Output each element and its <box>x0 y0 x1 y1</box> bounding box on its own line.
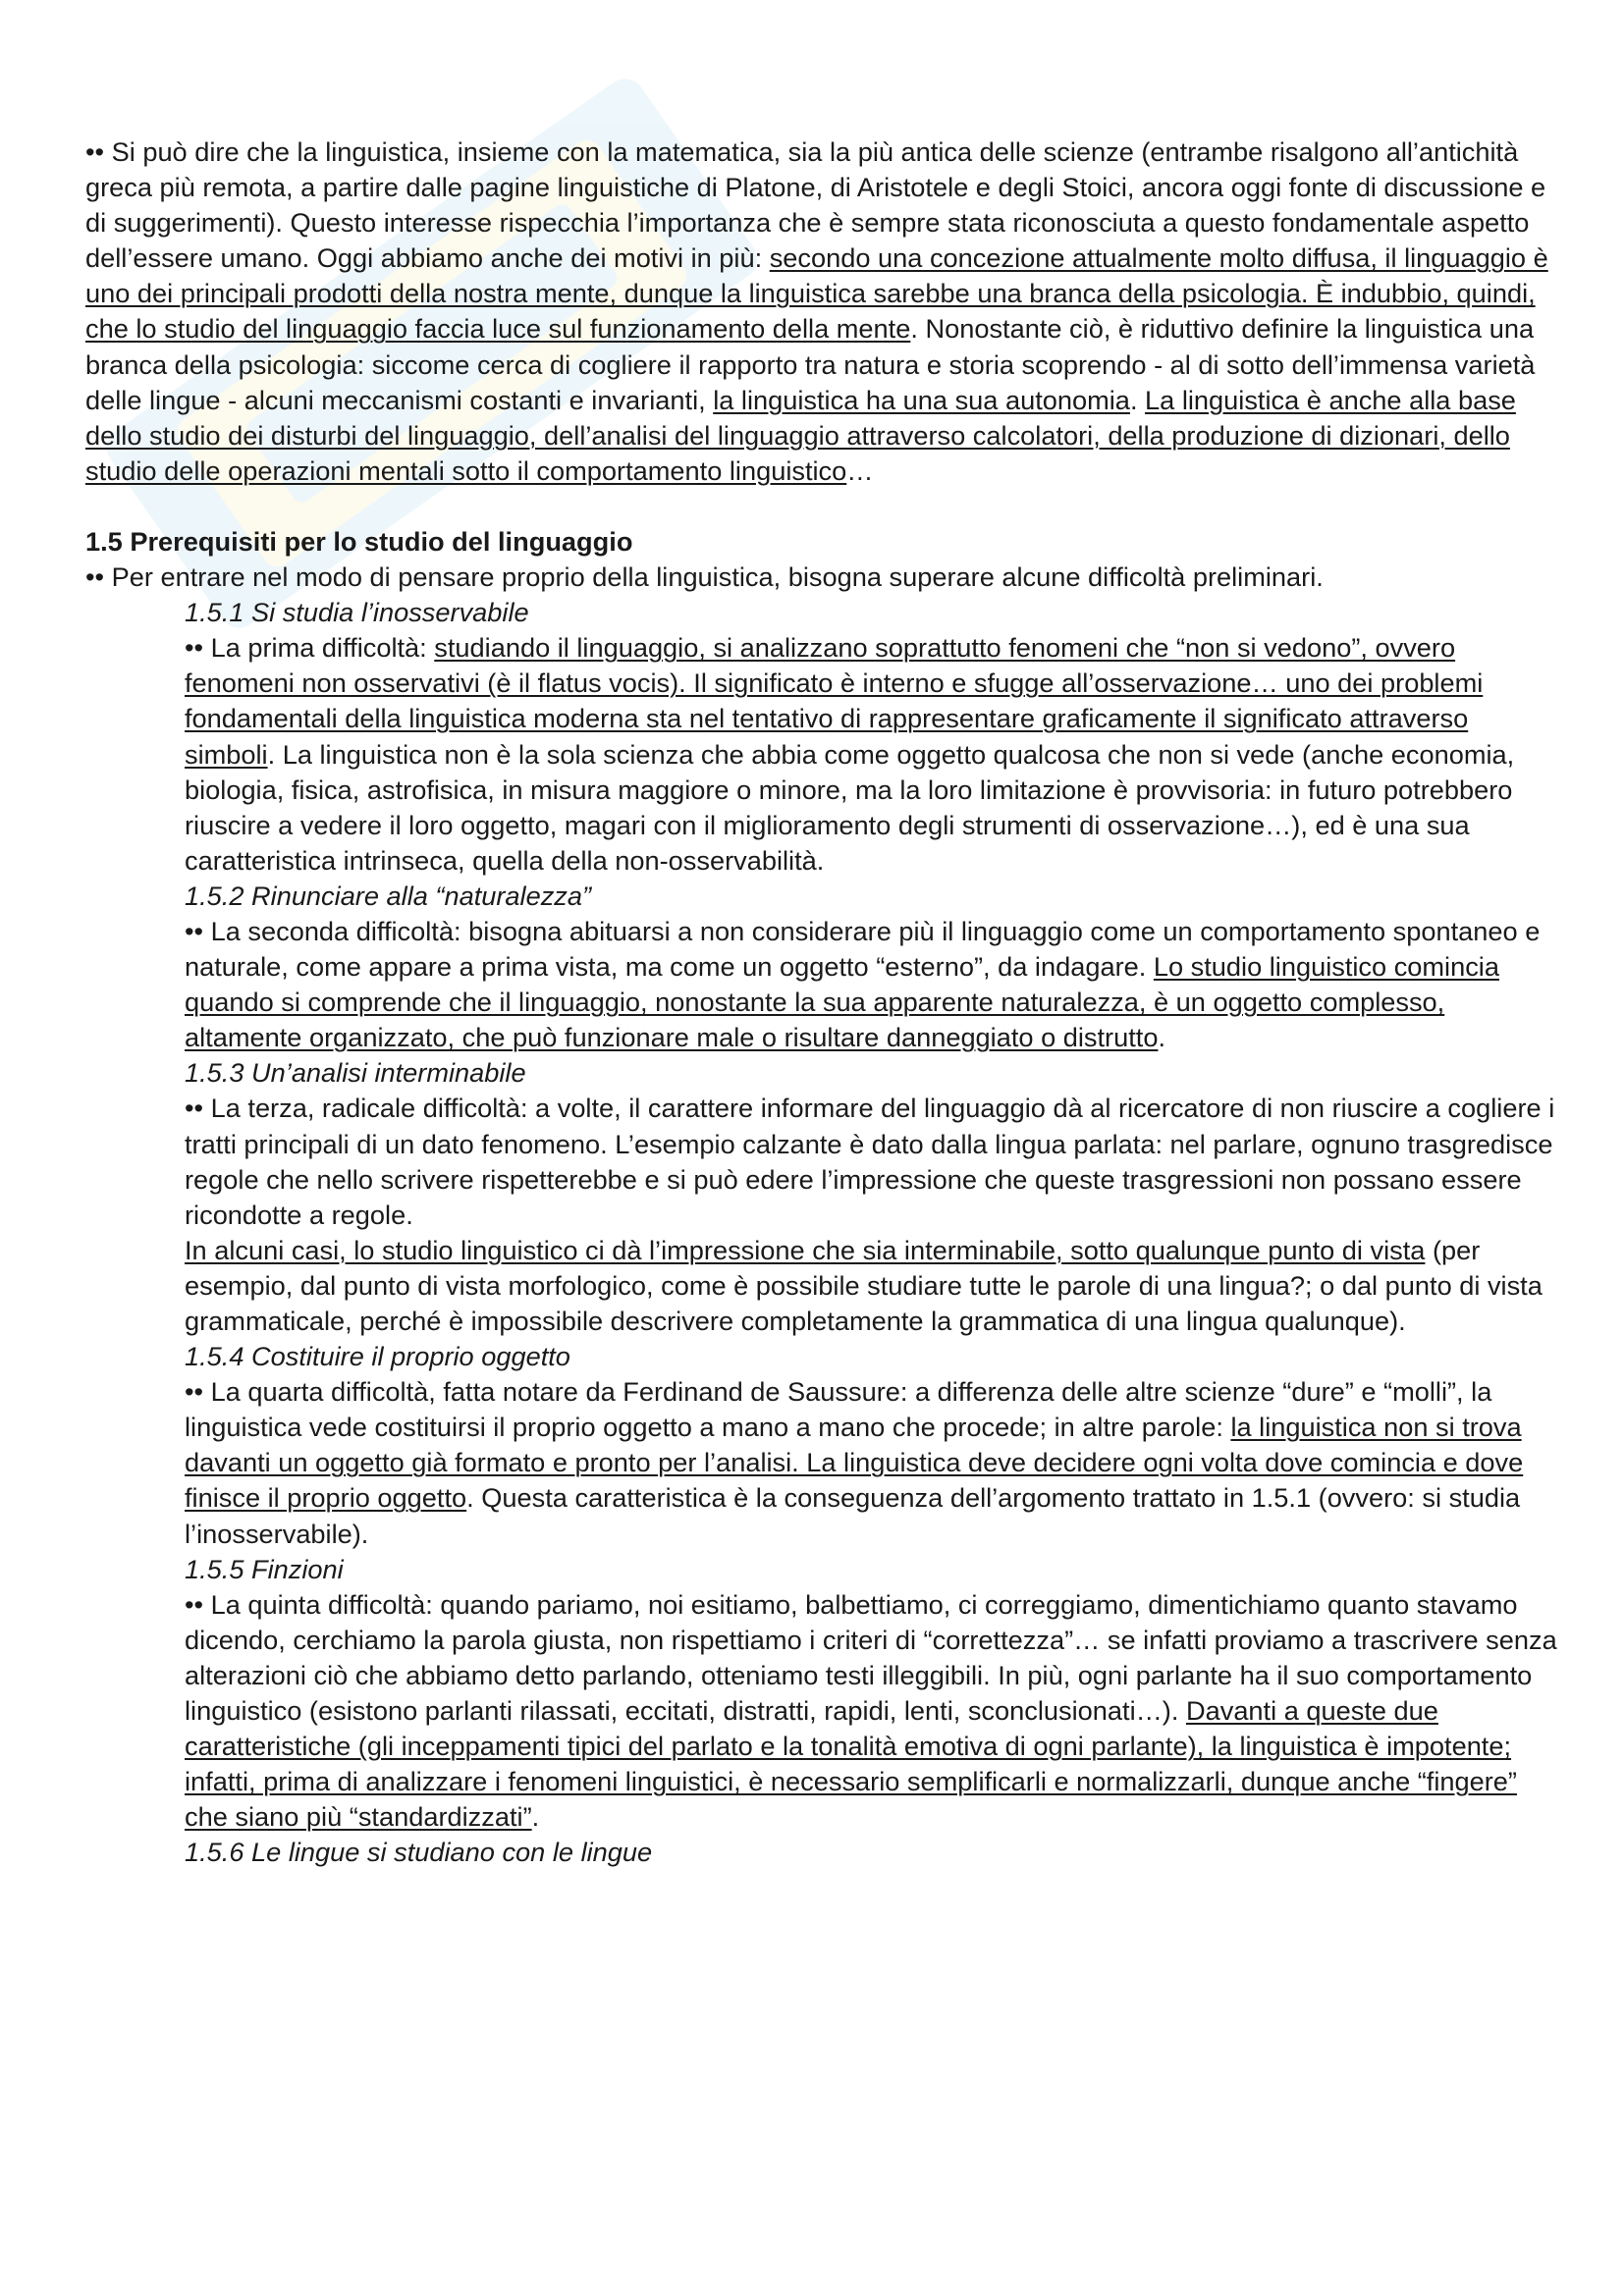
subsection-title: 1.5.2 Rinunciare alla “naturalezza” <box>185 880 592 911</box>
subsection-paragraph <box>185 630 1558 879</box>
subsection-title: 1.5.4 Costituire il proprio oggetto <box>185 1341 570 1372</box>
text-run: . Nonostante ciò, è riduttivo definire la linguistica una branca della psicologia: siccome cerca di cogliere il rapporto tra natura e storia scoprendo - al di sotto dell’immensa varietà delle lingue - alcuni meccanismi costanti e invarianti, <box>85 313 1536 415</box>
text-run: . <box>531 1801 540 1833</box>
text-run: •• La quarta difficoltà, fatta notare da Ferdinand de Saussure: a differenza delle altre scienze “dure” e “molli”, la linguistica vede costituirsi il proprio oggetto a mano a mano che procede; in altre parole: <box>185 1376 1492 1443</box>
text-run: . Questa caratteristica è la conseguenza dell’argomento trattato in 1.5.1 (ovvero: si studia l’inosservabile). <box>185 1482 1521 1549</box>
text-run: •• Si può dire che la linguistica, insieme con la matematica, sia la più antica delle scienze (entrambe risalgono all’antichità greca più remota, a partire dalle pagine linguistiche di Platone, di Aristotele e degli Stoici, ancora oggi fonte di discussione e di suggerimenti). Questo interesse rispecchia l’importanza che è sempre stata riconosciuta a questo fondamentale aspetto dell’essere umano. Oggi abbiamo anche dei motivi in più: <box>85 136 1546 274</box>
underlined-text: la linguistica non si trova davanti un oggetto già formato e pronto per l’analisi. La linguistica deve decidere ogni volta dove comincia e dove finisce il proprio oggetto <box>185 1412 1524 1514</box>
text-run: (per esempio, dal punto di vista morfologico, come è possibile studiare tutte le parole di una lingua?; o dal punto di vista grammaticale, perché è impossibile descrivere completamente la grammatica di una lingua qualunque). <box>185 1234 1543 1336</box>
subsection-paragraph <box>185 1587 1558 1836</box>
text-run: . <box>1158 1022 1166 1053</box>
text-run: •• La terza, radicale difficoltà: a volte, il carattere informare del linguaggio dà al ricercatore di non riuscire a cogliere i tratti principali di un dato fenomeno. L’esempio calzante è dato dalla lingua parlata: nel parlare, ognuno trasgredisce regole che nello scrivere rispetterebbe e si può edere l’impressione che queste trasgressioni non possano essere ricondotte a regole. <box>185 1093 1555 1230</box>
subsection-paragraph <box>185 1233 1558 1339</box>
text-run: … <box>846 454 874 486</box>
document-page <box>85 134 1558 1871</box>
text-run: •• La seconda difficoltà: bisogna abituarsi a non considerare più il linguaggio come un comportamento spontaneo e naturale, come appare a prima vista, ma come un oggetto “esterno”, da indagare. <box>185 915 1541 983</box>
section-intro: •• Per entrare nel modo di pensare proprio della linguistica, bisogna superare alcune difficoltà preliminari. <box>85 561 1324 593</box>
text-run: . La linguistica non è la sola scienza che abbia come oggetto qualcosa che non si vede (anche economia, biologia, fisica, astrofisica, in misura maggiore o minore, ma la loro limitazione è provvisoria: in futuro potrebbero riuscire a vedere il loro oggetto, magari con il miglioramento degli strumenti di osservazione…), ed è una sua caratteristica intrinseca, quella della non-osservabilità. <box>185 738 1515 876</box>
section-title: 1.5 Prerequisiti per lo studio del linguaggio <box>85 525 633 557</box>
underlined-text: la linguistica ha una sua autonomia <box>713 384 1130 415</box>
subsection-title: 1.5.6 Le lingue si studiano con le lingue <box>185 1837 653 1868</box>
underlined-text: In alcuni casi, lo studio linguistico ci dà l’impressione che sia interminabile, sotto qualunque punto di vista <box>185 1234 1426 1265</box>
underlined-text: La linguistica è anche alla base dello studio dei disturbi del linguaggio, dell’analisi del linguaggio attraverso calcolatori, della produzione di dizionari, dello studio delle operazioni mentali sotto il comportamento linguistico <box>85 384 1516 486</box>
subsection-title: 1.5.5 Finzioni <box>185 1553 344 1584</box>
subsection-title: 1.5.3 Un’analisi interminabile <box>185 1057 526 1089</box>
intro-paragraph <box>85 134 1558 489</box>
subsection-title: 1.5.1 Si studia l’inosservabile <box>185 597 529 628</box>
text-run: . <box>1129 384 1146 415</box>
text-run: •• La quinta difficoltà: quando pariamo, noi esitiamo, balbettiamo, ci correggiamo, dimentichiamo quanto stavamo dicendo, cerchiamo la parola giusta, non rispettiamo i criteri di “correttezza”… se infatti proviamo a trascrivere senza alterazioni ciò che abbiamo detto parlando, otteniamo testi illeggibili. In più, ogni parlante ha il suo comportamento linguistico (esistono parlanti rilassati, eccitati, distratti, rapidi, lenti, sconclusionati…). <box>185 1588 1557 1727</box>
subsection-paragraph <box>185 1374 1558 1551</box>
underlined-text: secondo una concezione attualmente molto diffusa, il linguaggio è uno dei principali prodotti della nostra mente, dunque la linguistica sarebbe una branca della psicologia. È indubbio, quindi, che lo studio del linguaggio faccia luce sul funzionamento della mente <box>85 242 1548 345</box>
subsection-paragraph <box>185 914 1558 1055</box>
underlined-text: Lo studio linguistico comincia quando si comprende che il linguaggio, nonostante la sua apparente naturalezza, è un oggetto complesso, altamente organizzato, che può funzionare male o risultare danneggiato o distrutto <box>185 951 1499 1053</box>
underlined-text: Davanti a queste due caratteristiche (gli inceppamenti tipici del parlato e la tonalità emotiva di ogni parlante), la linguistica è impotente; infatti, prima di analizzare i fenomeni linguistici, è necessario semplificarli e normalizzarli, dunque anche “fingere” che siano più “standardizzati” <box>185 1695 1517 1833</box>
underlined-text: studiando il linguaggio, si analizzano soprattutto fenomeni che “non si vedono”, ovvero fenomeni non osservativi (è il flatus vocis). Il significato è interno e sfugge all’osservazione… uno dei problemi fondamentali della linguistica moderna sta nel tentativo di rappresentare graficamente il significato attraverso simboli <box>185 632 1484 770</box>
text-run: •• La prima difficoltà: <box>185 632 435 664</box>
subsection-paragraph <box>185 1091 1558 1232</box>
subsections <box>185 595 1558 1870</box>
